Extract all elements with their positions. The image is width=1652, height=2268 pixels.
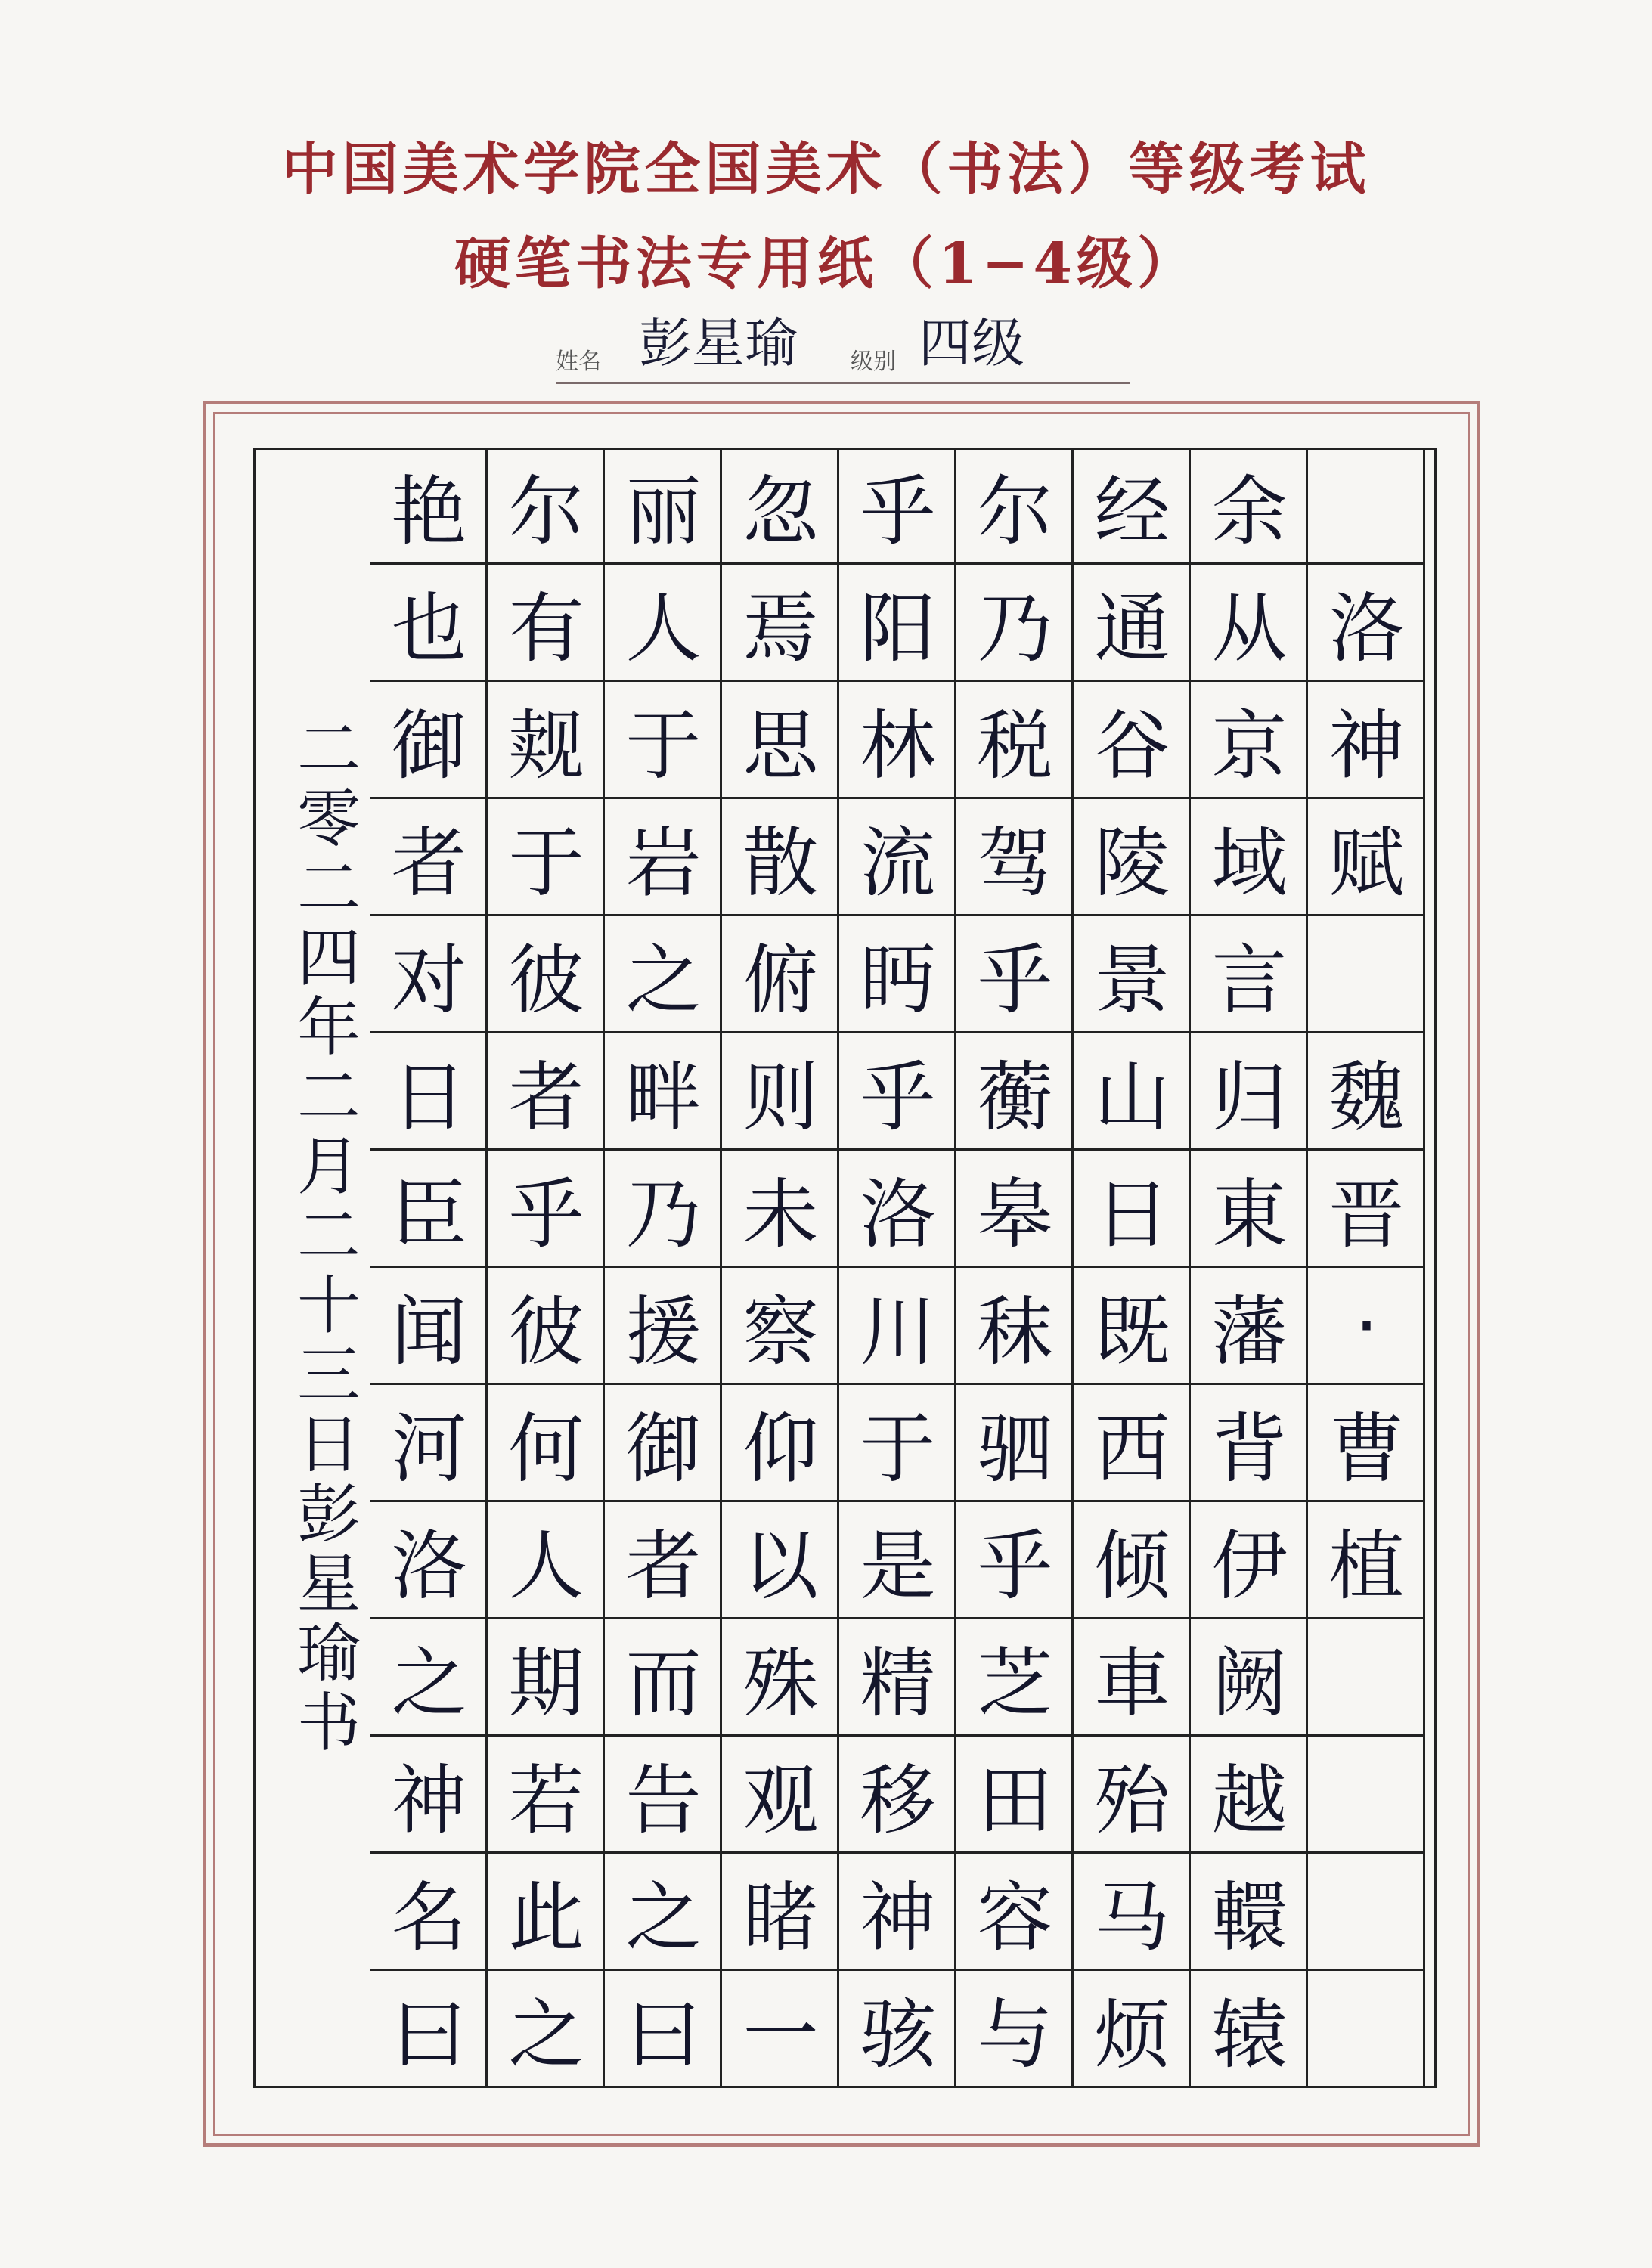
grid-cell xyxy=(1308,1619,1425,1737)
grid-cell: 洛 xyxy=(370,1502,488,1619)
grid-cell: 俯 xyxy=(722,916,839,1033)
grid-cell: 乎 xyxy=(839,1033,956,1151)
grid-cell: 彼 xyxy=(488,1268,605,1385)
name-label: 姓名 xyxy=(556,349,601,375)
grid-cell: 移 xyxy=(839,1737,956,1854)
grid-cell: 伊 xyxy=(1191,1502,1308,1619)
grid-cell xyxy=(1308,1971,1425,2088)
info-line xyxy=(556,314,1130,384)
grid-cell: 忽 xyxy=(722,448,839,565)
grid-column xyxy=(488,448,605,2088)
grid-cell: 蘅 xyxy=(956,1033,1074,1151)
grid-cell: 京 xyxy=(1191,682,1308,799)
grid-cell: 告 xyxy=(605,1737,722,1854)
grid-cell: 辕 xyxy=(1191,1971,1308,2088)
grid-cell: 税 xyxy=(956,682,1074,799)
grid-cell: 乃 xyxy=(956,565,1074,682)
grid-cell: 曹 xyxy=(1308,1385,1425,1502)
grid-cell: 田 xyxy=(956,1737,1074,1854)
grid-cell xyxy=(1308,1737,1425,1854)
grid-cell: 是 xyxy=(839,1502,956,1619)
grid-cell: 之 xyxy=(605,1854,722,1971)
grid-cell: 此 xyxy=(488,1854,605,1971)
grid-cell: 通 xyxy=(1074,565,1191,682)
grid-cell: 皋 xyxy=(956,1151,1074,1268)
grid-cell: 川 xyxy=(839,1268,956,1385)
grid-cell: 日 xyxy=(1074,1151,1191,1268)
grid-column xyxy=(839,448,956,2088)
grid-cell: 人 xyxy=(488,1502,605,1619)
grid-cell: 轘 xyxy=(1191,1854,1308,1971)
grid-cell: 河 xyxy=(370,1385,488,1502)
date-signature: 二零二四年二月二十三日彭星瑜书 xyxy=(296,712,361,1760)
grid-cell: 背 xyxy=(1191,1385,1308,1502)
grid-cell: 倾 xyxy=(1074,1502,1191,1619)
grid-cell: 越 xyxy=(1191,1737,1308,1854)
grid-cell: 阙 xyxy=(1191,1619,1308,1737)
grid-cell: 精 xyxy=(839,1619,956,1737)
grid-cell: 余 xyxy=(1191,448,1308,565)
grid-cell: 则 xyxy=(722,1033,839,1151)
grid-cell: 神 xyxy=(1308,682,1425,799)
grid-cell: 曰 xyxy=(370,1971,488,2088)
grid-cell: 若 xyxy=(488,1737,605,1854)
grid-cell: 闻 xyxy=(370,1268,488,1385)
grid-cell: 散 xyxy=(722,799,839,916)
grid-cell xyxy=(1308,1854,1425,1971)
grid-cell: 尔 xyxy=(956,448,1074,565)
grid-cell: 而 xyxy=(605,1619,722,1737)
grid-cell: 以 xyxy=(722,1502,839,1619)
title-line-2: 硬笔书法专用纸（1−4级） xyxy=(454,231,1198,296)
grid-cell: 援 xyxy=(605,1268,722,1385)
grid-cell: 经 xyxy=(1074,448,1191,565)
grid-cell: 者 xyxy=(488,1033,605,1151)
grid-cell: 于 xyxy=(605,682,722,799)
grid-cell: 日 xyxy=(370,1033,488,1151)
grid-cell: 眄 xyxy=(839,916,956,1033)
grid-cell: 归 xyxy=(1191,1033,1308,1151)
grid-cell: 于 xyxy=(488,799,605,916)
grid-cell: 林 xyxy=(839,682,956,799)
grid-cell: 容 xyxy=(956,1854,1074,1971)
grid-cell: 御 xyxy=(605,1385,722,1502)
grid-cell: 域 xyxy=(1191,799,1308,916)
grid-cell: 谷 xyxy=(1074,682,1191,799)
grid-cell: 岩 xyxy=(605,799,722,916)
name-value: 彭星瑜 xyxy=(639,312,798,374)
grid-cell: 期 xyxy=(488,1619,605,1737)
grid-cell: 洛 xyxy=(1308,565,1425,682)
grid-column xyxy=(605,448,722,2088)
grid-cell: 人 xyxy=(605,565,722,682)
grid-cell: 言 xyxy=(1191,916,1308,1033)
grid-cell: 仰 xyxy=(722,1385,839,1502)
grid-cell: 乎 xyxy=(839,448,956,565)
level-label: 级别 xyxy=(851,349,896,375)
grid-cell: 殊 xyxy=(722,1619,839,1737)
grid-cell: 烦 xyxy=(1074,1971,1191,2088)
grid-cell xyxy=(1308,916,1425,1033)
grid-cell: 者 xyxy=(370,799,488,916)
grid-cell: 晋 xyxy=(1308,1151,1425,1268)
grid-cell: 既 xyxy=(1074,1268,1191,1385)
grid-cell: 乎 xyxy=(956,1502,1074,1619)
grid-cell: 有 xyxy=(488,565,605,682)
grid-cell: 藩 xyxy=(1191,1268,1308,1385)
grid-cell: 芝 xyxy=(956,1619,1074,1737)
grid-cell: 景 xyxy=(1074,916,1191,1033)
grid-cell: 之 xyxy=(488,1971,605,2088)
grid-column xyxy=(956,448,1074,2088)
grid-cell: 彼 xyxy=(488,916,605,1033)
grid-cell: 思 xyxy=(722,682,839,799)
grid-cell: 流 xyxy=(839,799,956,916)
grid-cell: 也 xyxy=(370,565,488,682)
grid-cell: 睹 xyxy=(722,1854,839,1971)
grid-cell: 骇 xyxy=(839,1971,956,2088)
grid-cell: 艳 xyxy=(370,448,488,565)
grid-cell: 名 xyxy=(370,1854,488,1971)
grid-column xyxy=(722,448,839,2088)
grid-cell: 觌 xyxy=(488,682,605,799)
title-line-1: 中国美术学院全国美术（书法）等级考试 xyxy=(281,137,1371,202)
grid-cell: 者 xyxy=(605,1502,722,1619)
grid-cell: 神 xyxy=(370,1737,488,1854)
grid-cell: 山 xyxy=(1074,1033,1191,1151)
grid-column xyxy=(370,448,488,2088)
grid-cell: 殆 xyxy=(1074,1737,1191,1854)
grid-cell: 之 xyxy=(370,1619,488,1737)
grid-cell: 何 xyxy=(488,1385,605,1502)
grid-cell: 神 xyxy=(839,1854,956,1971)
level-value: 四级 xyxy=(919,312,1024,374)
grid-cell: · xyxy=(1308,1268,1425,1385)
grid-cell: 察 xyxy=(722,1268,839,1385)
grid-cell: 阳 xyxy=(839,565,956,682)
grid-cell: 洛 xyxy=(839,1151,956,1268)
grid-cell: 驾 xyxy=(956,799,1074,916)
grid-cell: 魏 xyxy=(1308,1033,1425,1151)
grid-cell: 之 xyxy=(605,916,722,1033)
grid-cell: 西 xyxy=(1074,1385,1191,1502)
grid-column xyxy=(1308,448,1425,2088)
grid-column xyxy=(1191,448,1308,2088)
grid-cell: 曰 xyxy=(605,1971,722,2088)
grid-cell: 乎 xyxy=(488,1151,605,1268)
grid-cell: 对 xyxy=(370,916,488,1033)
grid-cell: 東 xyxy=(1191,1151,1308,1268)
grid-cell: 陵 xyxy=(1074,799,1191,916)
grid-cell: 马 xyxy=(1074,1854,1191,1971)
grid-cell: 赋 xyxy=(1308,799,1425,916)
grid-cell: 乎 xyxy=(956,916,1074,1033)
grid-cell: 畔 xyxy=(605,1033,722,1151)
grid-cell: 車 xyxy=(1074,1619,1191,1737)
grid-cell: 从 xyxy=(1191,565,1308,682)
grid-cell: 乃 xyxy=(605,1151,722,1268)
grid-cell: 焉 xyxy=(722,565,839,682)
grid-cell: 秣 xyxy=(956,1268,1074,1385)
grid-cell: 御 xyxy=(370,682,488,799)
grid-cell: 于 xyxy=(839,1385,956,1502)
grid-cell: 植 xyxy=(1308,1502,1425,1619)
grid-cell: 臣 xyxy=(370,1151,488,1268)
grid-cell: 一 xyxy=(722,1971,839,2088)
grid-cell: 观 xyxy=(722,1737,839,1854)
grid-cell: 未 xyxy=(722,1151,839,1268)
grid-cell xyxy=(1308,448,1425,565)
grid-cell: 与 xyxy=(956,1971,1074,2088)
grid-cell: 驷 xyxy=(956,1385,1074,1502)
grid-column xyxy=(1074,448,1191,2088)
grid-cell: 尔 xyxy=(488,448,605,565)
grid-cell: 丽 xyxy=(605,448,722,565)
